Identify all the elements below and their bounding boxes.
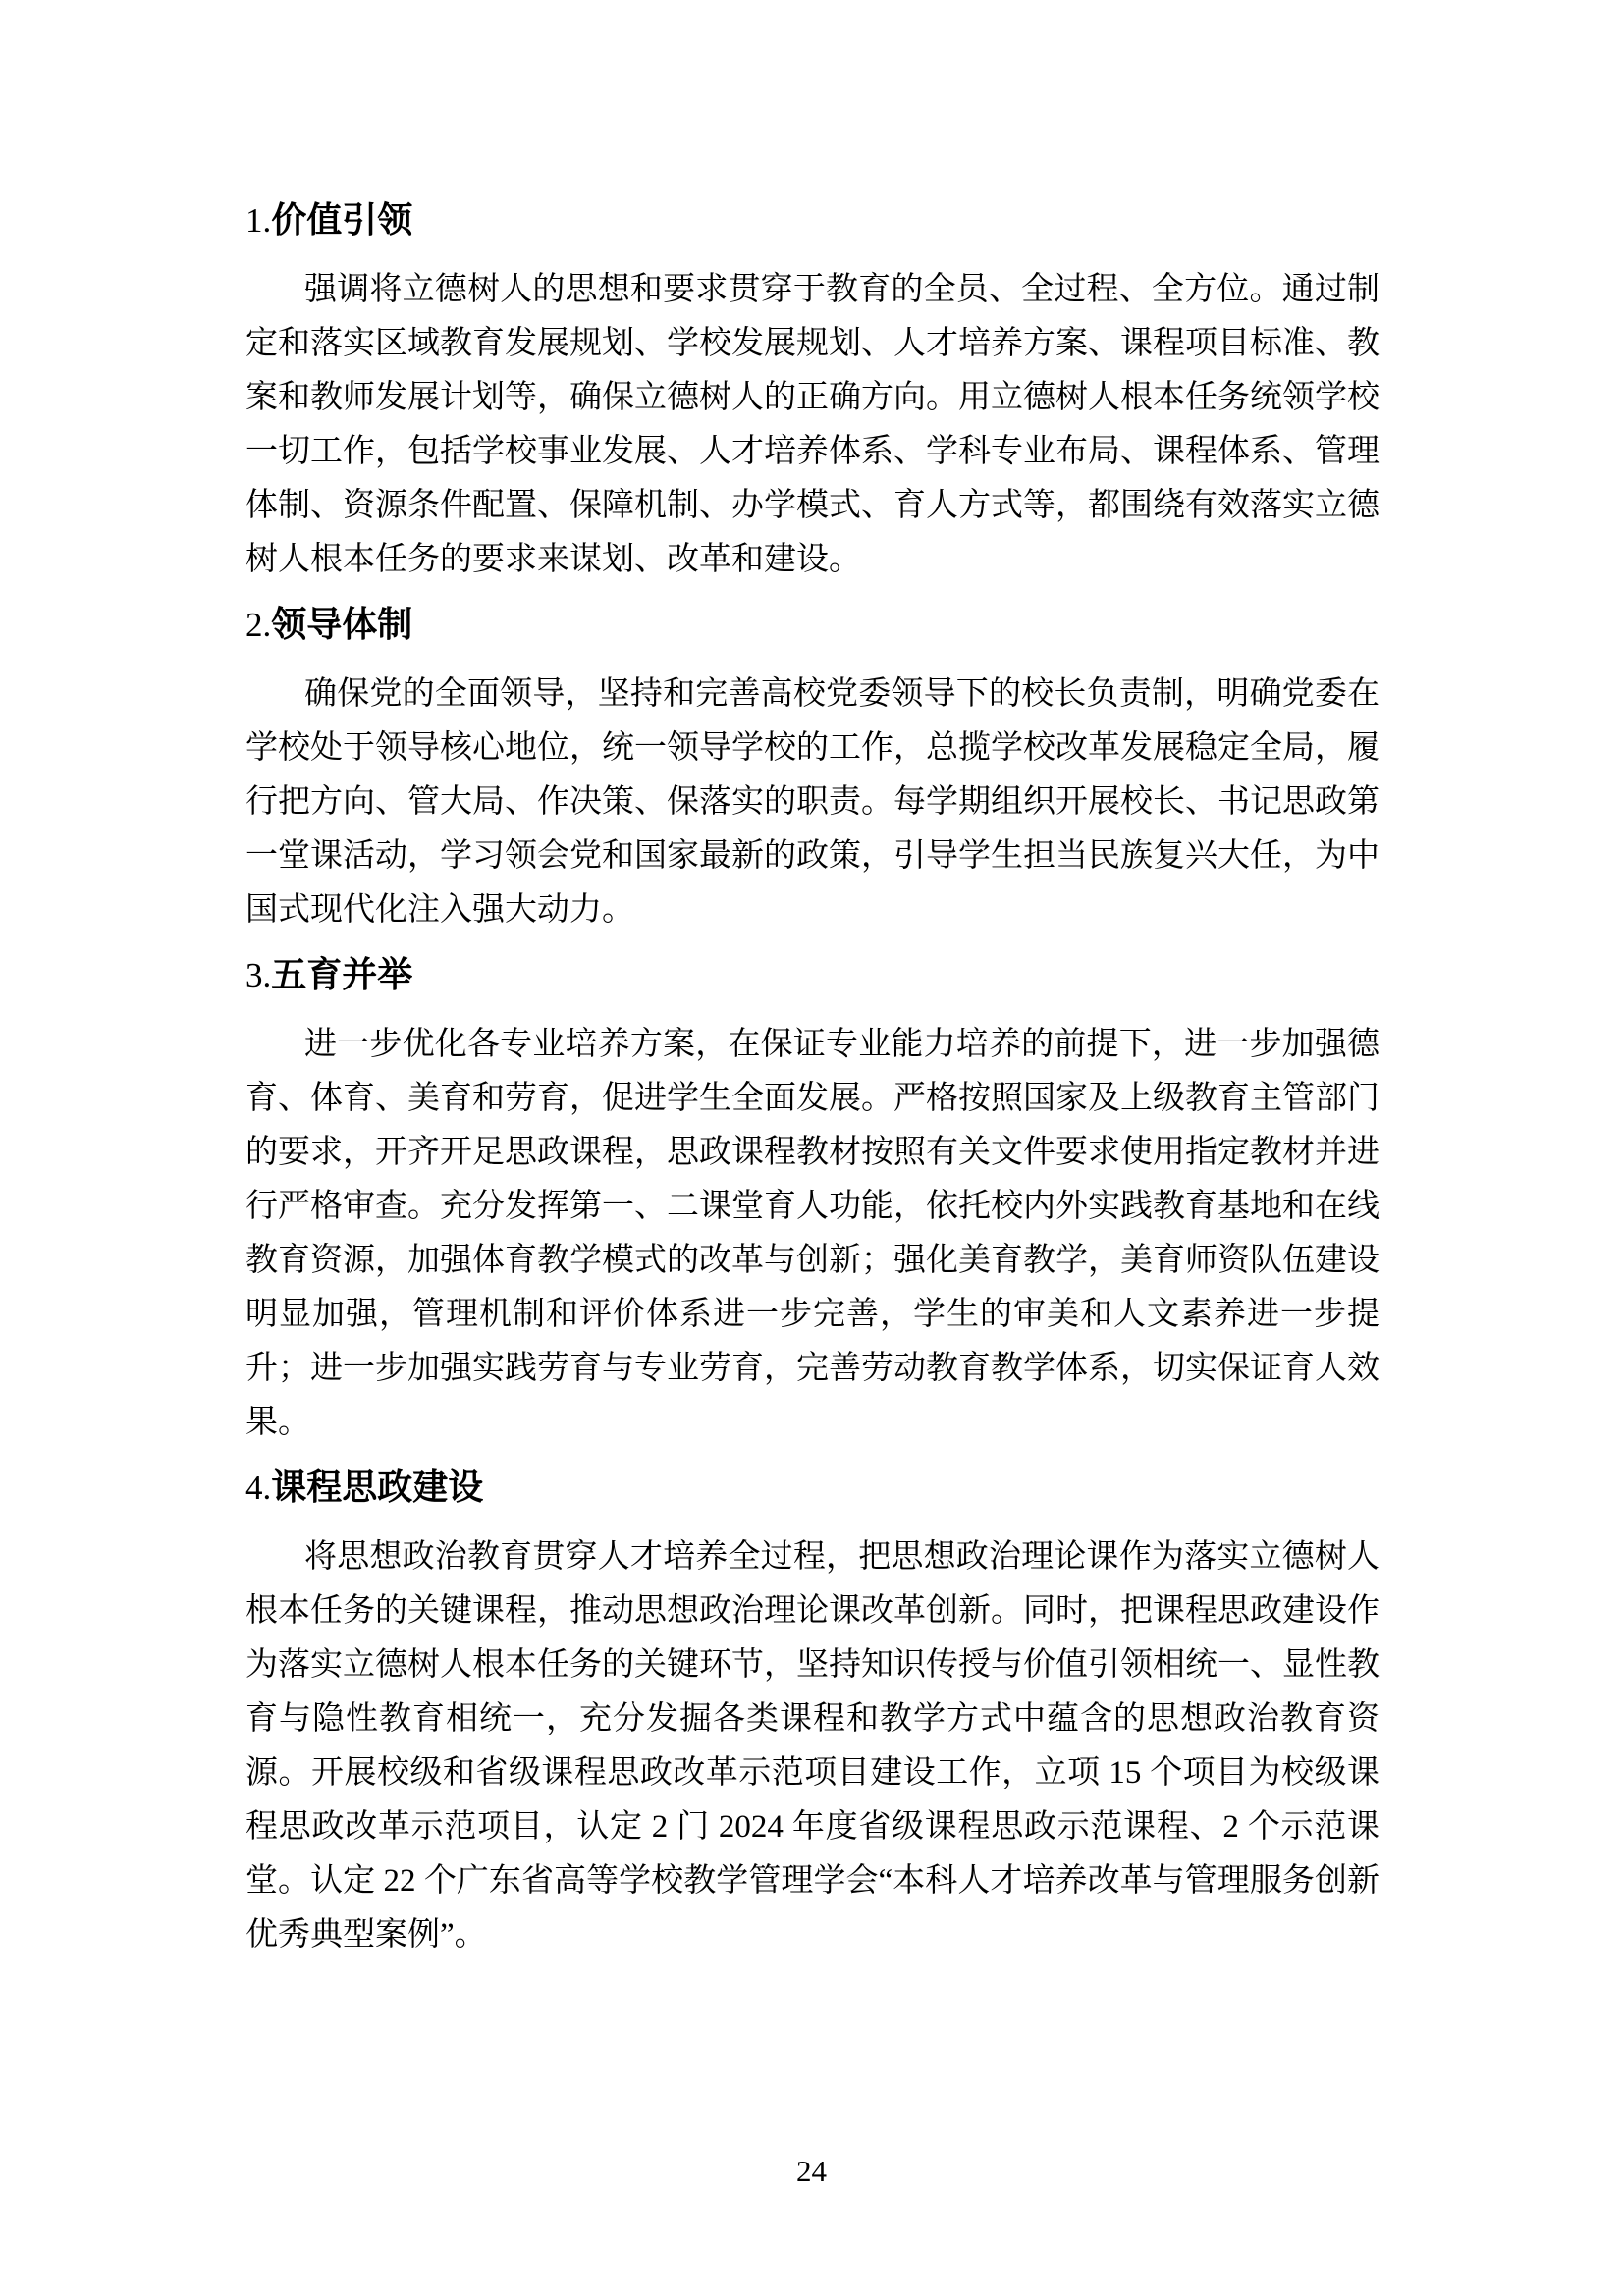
section-paragraph-3: 进一步优化各专业培养方案，在保证专业能力培养的前提下，进一步加强德育、体育、美育和劳育，促进学生全面发展。严格按照国家及上级教育主管部门的要求，开齐开足思政课程，思政课程教材按照有关文件要求使用指定教材并进行严格审查。充分发挥第一、二课堂育人功能，依托校内外实践教育基地和在线教育资源，加强体育教学模式的改革与创新；强化美育教学，美育师资队伍建设明显加强，管理机制和评价体系进一步完善，学生的审美和人文素养进一步提升；进一步加强实践劳育与专业劳育，完善劳动教育教学体系，切实保证育人效果。 (245, 1027, 1380, 1440)
section-heading-2-title: 领导体制 (271, 604, 413, 644)
section-paragraph-4: 将思想政治教育贯穿人才培养全过程，把思想政治理论课作为落实立德树人根本任务的关键课程，推动思想政治理论课改革创新。同时，把课程思政建设作为落实立德树人根本任务的关键环节，坚持知识传授与价值引领相统一、显性教育与隐性教育相统一，充分发掘各类课程和教学方式中蕴含的思想政治教育资源。开展校级和省级课程思政改革示范项目建设工作，立项 15 个项目为校级课程思政改革示范项目，认定 2 门 2024 年度省级课程思政示范课程、2 个示范课堂。认定 22 个广东省高等学校教学管理学会“本科人才培养改革与管理服务创新优秀典型案例”。 (245, 1539, 1380, 1952)
section-heading-2-number: 2. (245, 606, 272, 644)
section-heading-1-number: 1. (245, 201, 272, 240)
document-body (245, 192, 1380, 1962)
section-paragraph-2: 确保党的全面领导，坚持和完善高校党委领导下的校长负责制，明确党委在学校处于领导核心地位，统一领导学校的工作，总揽学校改革发展稳定全局，履行把方向、管大局、作决策、保落实的职责。每学期组织开展校长、书记思政第一堂课活动，学习领会党和国家最新的政策，引导学生担当民族复兴大任，为中国式现代化注入强大动力。 (245, 676, 1380, 928)
section-heading-4-number: 4. (245, 1468, 272, 1507)
section-heading-3-title: 五育并举 (271, 954, 413, 994)
section-heading-3 (245, 947, 1380, 1002)
page-number: 24 (796, 2154, 827, 2188)
section-heading-3-number: 3. (245, 956, 272, 994)
section-heading-4 (245, 1460, 1380, 1515)
section-heading-1-title: 价值引领 (271, 199, 413, 240)
section-paragraph-1: 强调将立德树人的思想和要求贯穿于教育的全员、全过程、全方位。通过制定和落实区域教育发展规划、学校发展规划、人才培养方案、课程项目标准、教案和教师发展计划等，确保立德树人的正确方向。用立德树人根本任务统领学校一切工作，包括学校事业发展、人才培养体系、学科专业布局、课程体系、管理体制、资源条件配置、保障机制、办学模式、育人方式等，都围绕有效落实立德树人根本任务的要求来谋划、改革和建设。 (245, 272, 1380, 577)
section-heading-1 (245, 192, 1380, 247)
section-heading-2 (245, 597, 1380, 652)
section-heading-4-title: 课程思政建设 (271, 1467, 484, 1507)
